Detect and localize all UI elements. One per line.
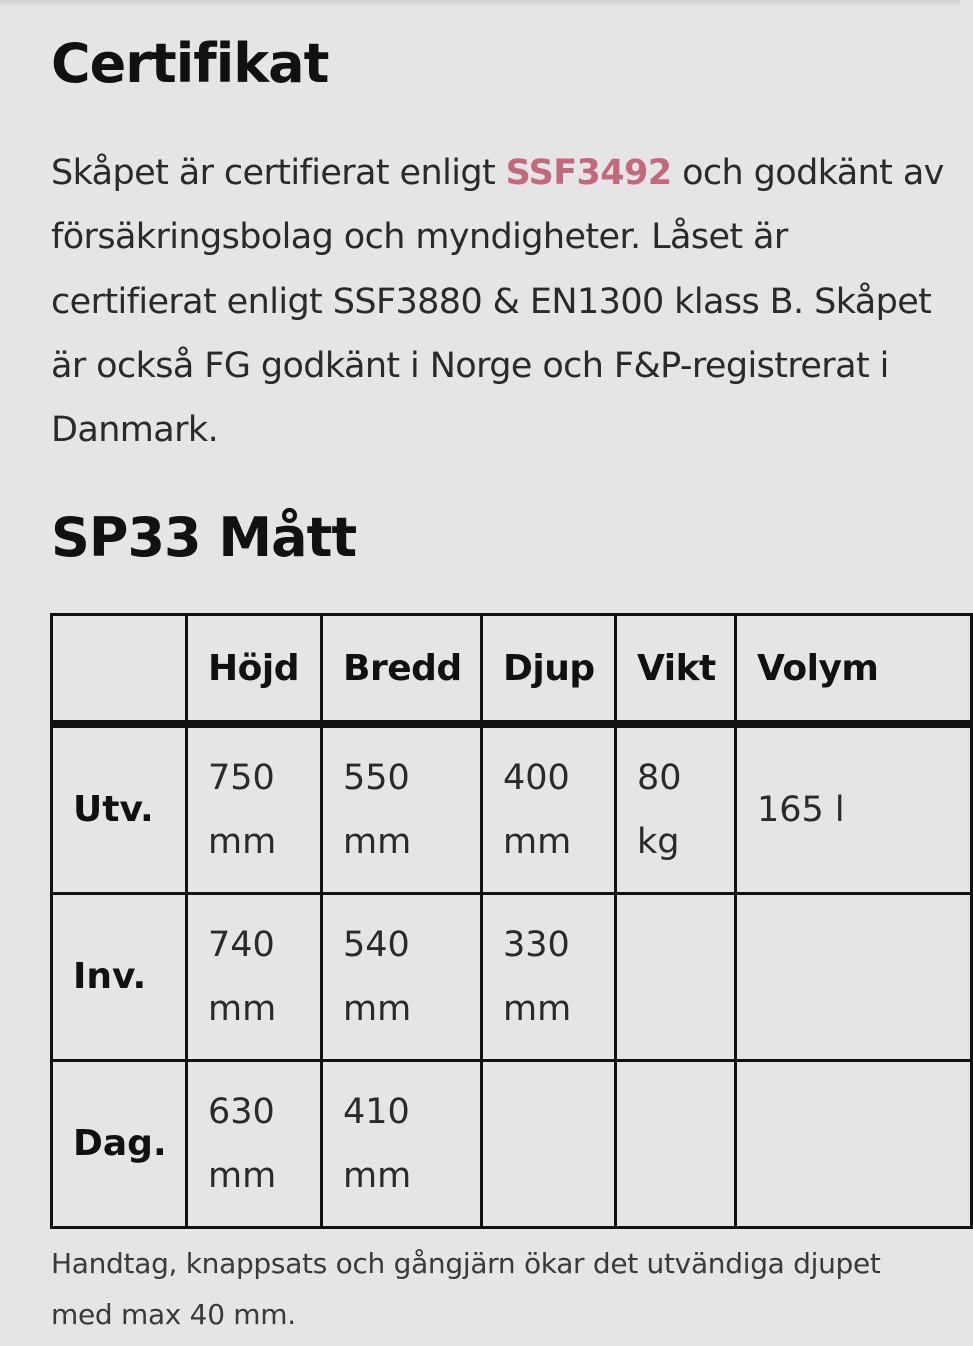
table-cell: 740 mm bbox=[187, 894, 322, 1061]
dimensions-footnote: Handtag, knappsats och gångjärn ökar det utvändiga djupet med max 40 mm. bbox=[51, 1247, 881, 1331]
dimensions-table bbox=[50, 613, 973, 1229]
row-label-door-opening: Dag. bbox=[52, 1061, 187, 1228]
table-cell: 80 kg bbox=[616, 724, 736, 894]
table-cell bbox=[482, 1061, 616, 1228]
header-empty bbox=[52, 615, 187, 725]
table-cell: 540 mm bbox=[322, 894, 482, 1061]
table-cell: 330 mm bbox=[482, 894, 616, 1061]
table-row bbox=[52, 894, 972, 1061]
table-row bbox=[52, 724, 972, 894]
table-cell: 630 mm bbox=[187, 1061, 322, 1228]
table-row bbox=[52, 1061, 972, 1228]
table-cell: 400 mm bbox=[482, 724, 616, 894]
header-height: Höjd bbox=[187, 615, 322, 725]
row-label-exterior: Utv. bbox=[52, 724, 187, 894]
top-shadow bbox=[0, 0, 960, 6]
table-cell: 550 mm bbox=[322, 724, 482, 894]
certificate-text-start: Skåpet är certifierat enligt bbox=[51, 153, 506, 193]
header-depth: Djup bbox=[482, 615, 616, 725]
table-cell bbox=[616, 894, 736, 1061]
table-cell bbox=[616, 1061, 736, 1228]
certificate-text-end: och godkänt av försäkringsbolag och myndigheter. Låset är certifierat enligt SSF3880 & EN1300 klass B. Skåpet är också FG godkänt i Norge och F&P-registrerat i Danmark. bbox=[51, 153, 944, 451]
table-cell: 165 l bbox=[736, 724, 972, 894]
table-cell: 750 mm bbox=[187, 724, 322, 894]
table-cell bbox=[736, 1061, 972, 1228]
header-weight: Vikt bbox=[616, 615, 736, 725]
certificate-text bbox=[51, 141, 951, 462]
header-width: Bredd bbox=[322, 615, 482, 725]
dimensions-title: SP33 Mått bbox=[51, 506, 357, 569]
table-header-row bbox=[52, 615, 972, 725]
table-cell bbox=[736, 894, 972, 1061]
header-volume: Volym bbox=[736, 615, 972, 725]
ssf3492-link[interactable]: SSF3492 bbox=[505, 153, 672, 193]
certificate-title: Certifikat bbox=[51, 32, 329, 95]
dimensions-table-scroll[interactable] bbox=[50, 613, 879, 1238]
row-label-interior: Inv. bbox=[52, 894, 187, 1061]
table-cell: 410 mm bbox=[322, 1061, 482, 1228]
